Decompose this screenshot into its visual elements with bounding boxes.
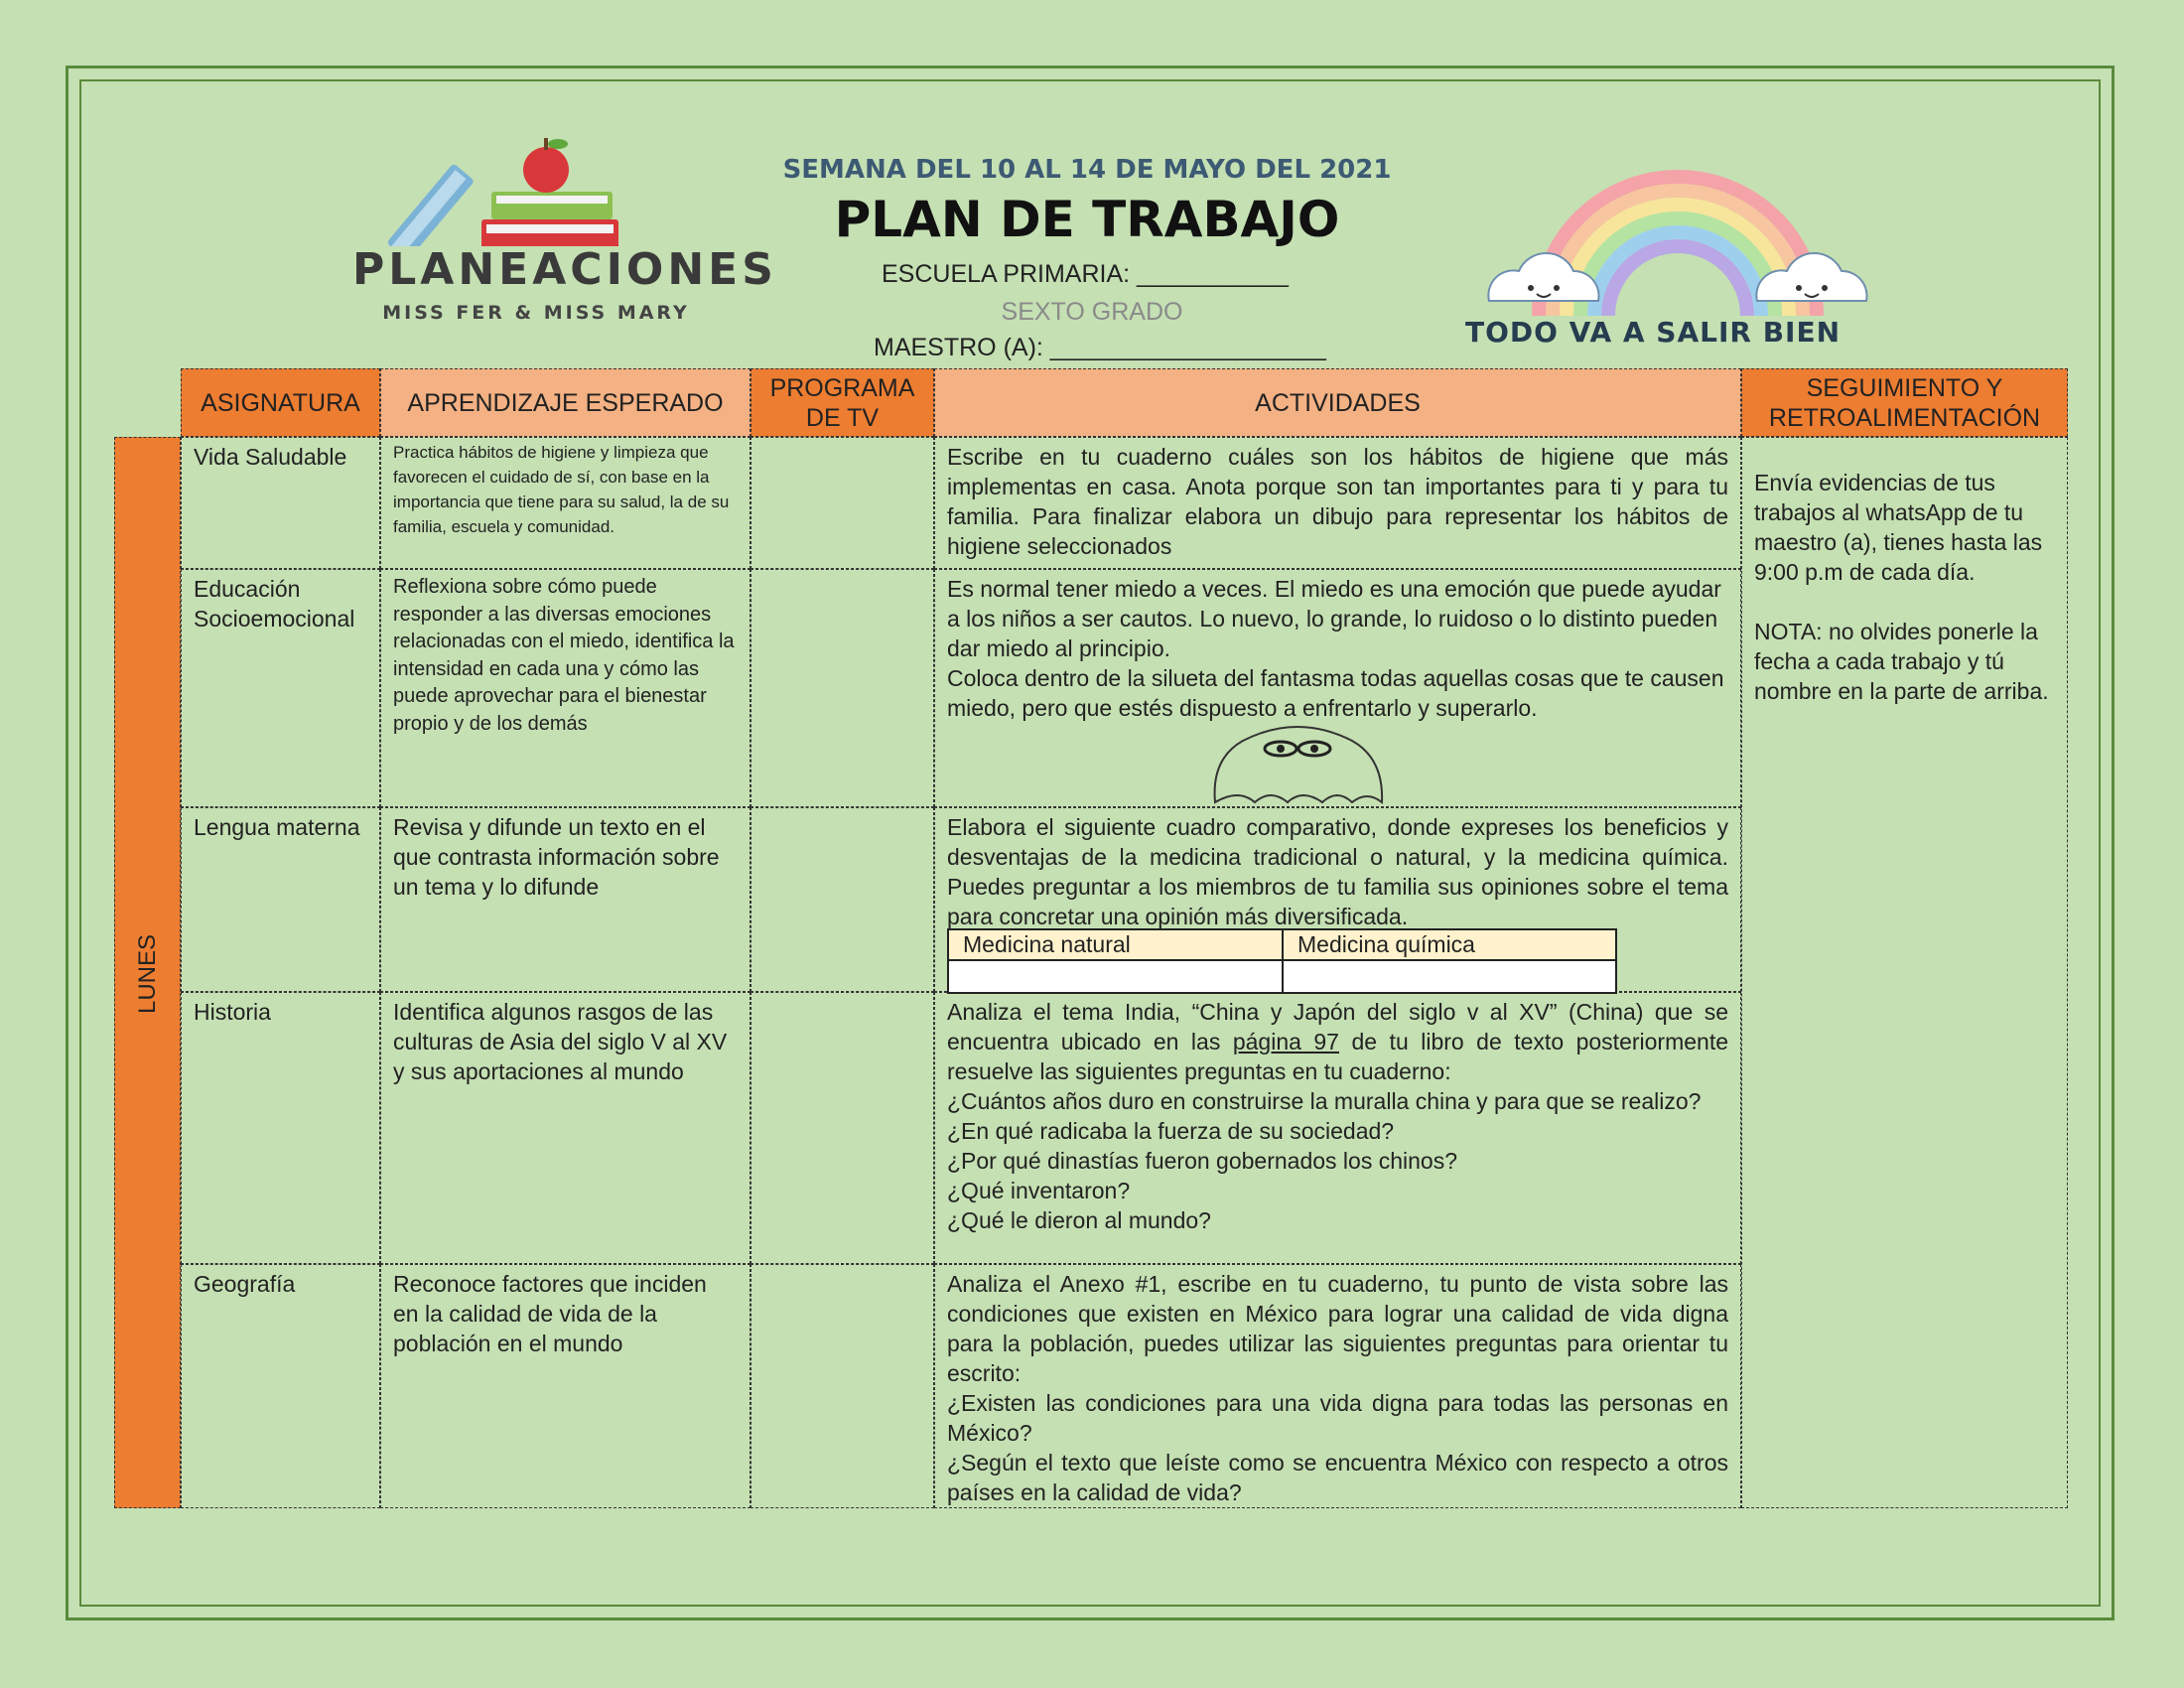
week-range: SEMANA DEL 10 AL 14 DE MAYO DEL 2021 bbox=[782, 155, 1392, 185]
logo-title: PLANEACIONES bbox=[352, 244, 777, 295]
planeaciones-logo bbox=[352, 117, 777, 326]
day-column bbox=[114, 437, 181, 1508]
tv-vida-saludable bbox=[751, 437, 934, 569]
subject-lengua-materna: Lengua materna bbox=[181, 807, 380, 992]
logo-subtitle: MISS FER & MISS MARY bbox=[382, 302, 690, 324]
subject-geografia: Geografía bbox=[181, 1264, 380, 1508]
subject-vida-saludable: Vida Saludable bbox=[181, 437, 380, 569]
school-field: ESCUELA PRIMARIA: ___________ bbox=[882, 260, 1289, 288]
header-subject bbox=[181, 368, 380, 437]
header-expected-label: APRENDIZAJE ESPERADO bbox=[407, 388, 724, 417]
books-apple-icon bbox=[352, 117, 720, 246]
header-subject-label: ASIGNATURA bbox=[201, 388, 360, 417]
header-followup-line2: RETROALIMENTACIÓN bbox=[1768, 403, 2041, 432]
historia-question-5: ¿Qué le dieron al mundo? bbox=[947, 1207, 1211, 1233]
day-label bbox=[115, 438, 182, 1509]
socioemocional-paragraph-1: Es normal tener miedo a veces. El miedo es una emoción que puede ayudar a los niños a ser cautos. Lo nuevo, lo grande, lo ruidoso o lo distinto pueden dar miedo al principio. bbox=[947, 576, 1721, 661]
historia-question-2: ¿En qué radicaba la fuerza de su sociedad? bbox=[947, 1118, 1395, 1144]
historia-intro bbox=[947, 997, 1728, 1086]
activities-geografia bbox=[934, 1264, 1741, 1508]
geografia-question-2: ¿Según el texto que leíste como se encuentra México con respecto a otros países en la calidad de vida? bbox=[947, 1450, 1728, 1505]
day-label-text: LUNES bbox=[134, 933, 162, 1014]
subject-historia: Historia bbox=[181, 992, 380, 1264]
grade-label: SEXTO GRADO bbox=[1001, 298, 1183, 326]
header-tv bbox=[751, 368, 934, 437]
expected-historia: Identifica algunos rasgos de las culturas de Asia del siglo V al XV y sus aportaciones al mundo bbox=[380, 992, 751, 1264]
followup-instructions: Envía evidencias de tus trabajos al whatsApp de tu maestro (a), tienes hasta las 9:00 p.m de cada día. bbox=[1754, 470, 2043, 585]
activities-historia bbox=[934, 992, 1741, 1264]
historia-intro-a: Analiza el tema India, “China y Japón del siglo v al XV” (China) que se encuentra ubicado en las bbox=[947, 999, 1728, 1055]
activities-lengua-materna: Elabora el siguiente cuadro comparativo, donde expreses los beneficios y desventajas de la medicina tradicional o natural, y la medicina química. Puedes preguntar a los miembros de tu familia sus opiniones sobre el tema para concretar una opinión más diversificada. bbox=[934, 807, 1741, 992]
rainbow-caption: TODO VA A SALIR BIEN bbox=[1464, 316, 1842, 349]
header-followup-line1: SEGUIMIENTO Y bbox=[1806, 373, 2003, 402]
historia-question-1: ¿Cuántos años duro en construirse la muralla china y para que se realizo? bbox=[947, 1088, 1702, 1114]
expected-socioemocional: Reflexiona sobre cómo puede responder a las diversas emociones relacionadas con el miedo, identifica la intensidad en cada una y cómo las puede aprovechar para el bienestar propio y de los demás bbox=[380, 569, 751, 807]
historia-page-link: página 97 bbox=[1232, 1029, 1339, 1055]
tv-lengua-materna bbox=[751, 807, 934, 992]
header-followup bbox=[1741, 368, 2068, 437]
teacher-field: MAESTRO (A): ____________________ bbox=[874, 334, 1326, 361]
comparison-cell-natural bbox=[949, 961, 1284, 992]
followup-note: NOTA: no olvides ponerle la fecha a cada trabajo y tú nombre en la parte de arriba. bbox=[1754, 619, 2049, 704]
subject-socioemocional: Educación Socioemocional bbox=[181, 569, 380, 807]
geografia-question-1: ¿Existen las condiciones para una vida digna para todas las personas en México? bbox=[947, 1390, 1728, 1446]
tv-historia bbox=[751, 992, 934, 1264]
page-title: PLAN DE TRABAJO bbox=[834, 191, 1340, 248]
historia-question-3: ¿Por qué dinastías fueron gobernados los chinos? bbox=[947, 1148, 1457, 1174]
header-activities bbox=[934, 368, 1741, 437]
activities-vida-saludable: Escribe en tu cuaderno cuáles son los hábitos de higiene que más implementas en casa. Anota porque son tan importantes para ti y para tu familia. Para finalizar elabora un dibujo para representar los hábitos de higiene seleccionados bbox=[934, 437, 1741, 569]
tv-socioemocional bbox=[751, 569, 934, 807]
tv-geografia bbox=[751, 1264, 934, 1508]
expected-vida-saludable: Practica hábitos de higiene y limpieza que favorecen el cuidado de sí, con base en la importancia que tiene para su salud, la de su familia, escuela y comunidad. bbox=[380, 437, 751, 569]
historia-intro-b: de tu libro de texto posteriormente resuelve las siguientes preguntas en tu cuaderno: bbox=[947, 1029, 1729, 1084]
expected-geografia: Reconoce factores que inciden en la calidad de vida de la población en el mundo bbox=[380, 1264, 751, 1508]
header-expected bbox=[380, 368, 751, 437]
header-tv-line1: PROGRAMA bbox=[769, 373, 915, 402]
ghost-silhouette-icon bbox=[1203, 719, 1392, 804]
header-activities-label: ACTIVIDADES bbox=[1255, 388, 1421, 417]
comparison-header-quimica: Medicina química bbox=[1284, 930, 1615, 961]
comparison-header-natural: Medicina natural bbox=[949, 930, 1284, 961]
comparison-table bbox=[947, 928, 1617, 994]
comparison-cell-quimica bbox=[1284, 961, 1615, 992]
historia-question-4: ¿Qué inventaron? bbox=[947, 1178, 1131, 1203]
socioemocional-paragraph-2: Coloca dentro de la silueta del fantasma todas aquellas cosas que te causen miedo, pero que estés dispuesto a enfrentarlo y superarlo. bbox=[947, 665, 1724, 721]
activities-socioemocional bbox=[934, 569, 1741, 807]
header-tv-line2: DE TV bbox=[805, 403, 880, 432]
expected-lengua-materna: Revisa y difunde un texto en el que contrasta información sobre un tema y lo difunde bbox=[380, 807, 751, 992]
followup-spacer bbox=[1754, 587, 2055, 617]
followup-cell bbox=[1741, 437, 2068, 1508]
geografia-intro: Analiza el Anexo #1, escribe en tu cuaderno, tu punto de vista sobre las condiciones que existen en México para lograr una calidad de vida digna para la población, puedes utilizar las siguientes preguntas para orientar tu escrito: bbox=[947, 1271, 1728, 1386]
